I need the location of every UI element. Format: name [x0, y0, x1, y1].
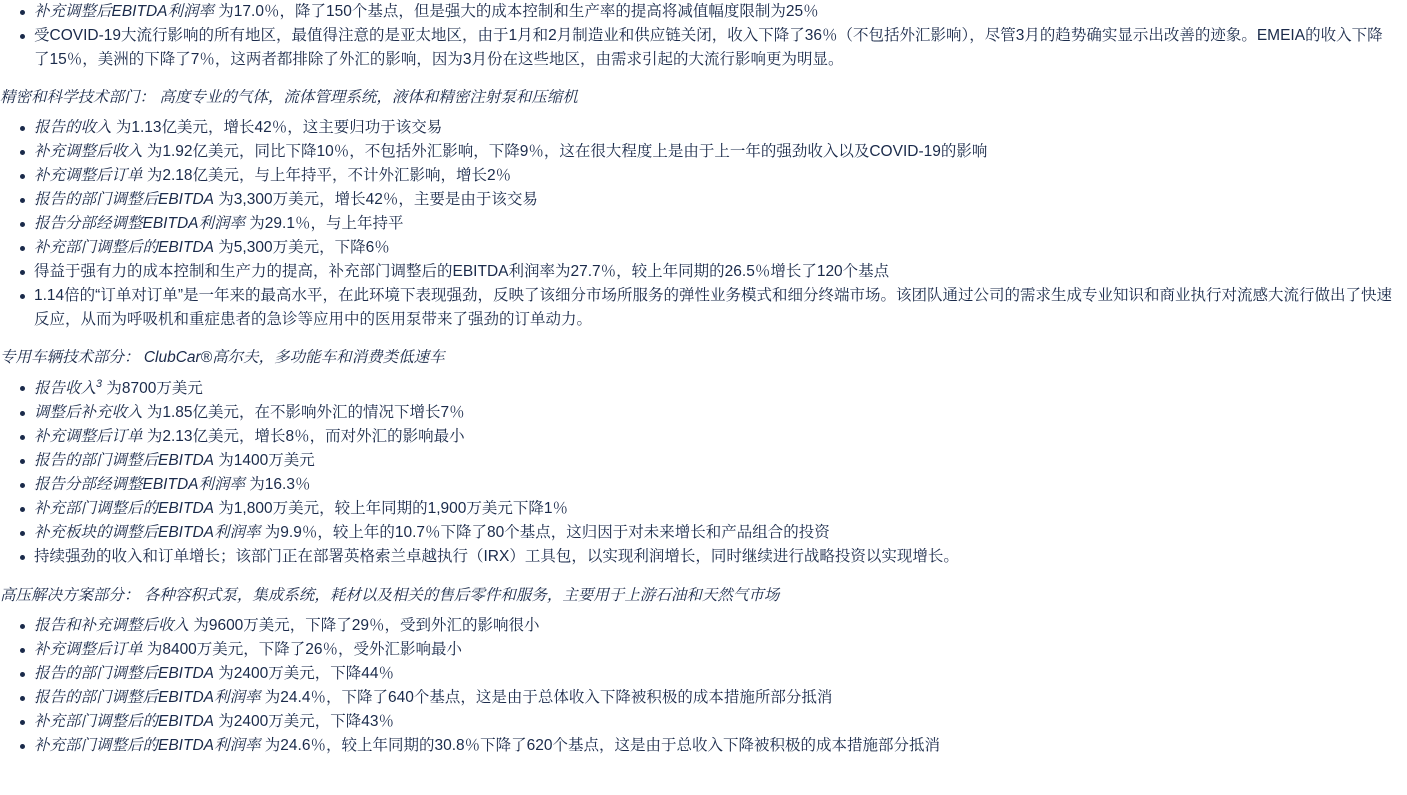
bullet-italic-lead: 补充调整后EBITDA利润率: [34, 3, 214, 20]
bullet-italic-lead: 报告分部经调整EBITDA利润率: [34, 476, 245, 494]
list-item: [0, 734, 1397, 758]
section-heading: [0, 86, 1397, 110]
bullet-italic-lead: 补充调整后订单: [34, 428, 143, 446]
list-item: [0, 521, 1397, 545]
intro-bullet-list: [0, 0, 1397, 72]
bullet-text: 1.14倍的“订单对订单”是一年来的最高水平，在此环境下表现强劲，反映了该细分市场所服务的弹性业务模式和细分终端市场。该团队通过公司的需求生成专业知识和商业执行对流感大流行做出了快速反应，从而为呼吸机和重症患者的急诊等应用中的医用泵带来了强劲的订单动力。: [34, 287, 1392, 329]
list-item: [0, 401, 1397, 425]
bullet-italic-lead: 补充板块的调整后EBITDA利润率: [34, 524, 261, 542]
list-item: [0, 116, 1397, 140]
list-item: [0, 545, 1397, 569]
bullet-text: 受COVID-19大流行影响的所有地区，最值得注意的是亚太地区，由于1月和2月制造业和供应链关闭，收入下降了36％（不包括外汇影响），尽管3月的趋势确实显示出改善的迹象。EMEIA的收入下降了15％，美洲的下降了7％，这两者都排除了外汇的影响，因为3月份在这些地区，由需求引起的大流行影响更为明显。: [34, 27, 1383, 69]
bullet-italic-lead: 报告的部门调整后EBITDA: [34, 191, 214, 209]
bullet-text: 为9.9％，较上年的10.7％下降了80个基点，这归因于对未来增长和产品组合的投资: [260, 524, 830, 542]
list-item: [0, 425, 1397, 449]
bullet-italic-lead: 报告的部门调整后EBITDA利润率: [34, 688, 261, 706]
list-item: [0, 284, 1397, 332]
bullet-text: 为16.3％: [244, 476, 311, 494]
bullet-text: 为2400万美元，下降44％: [213, 664, 395, 682]
section-bullet-list: [0, 614, 1397, 758]
bullet-italic-lead: 报告的部门调整后EBITDA: [34, 664, 214, 682]
list-item: [0, 614, 1397, 638]
bullet-text: 为9600万美元，下降了29％，受到外汇的影响很小: [189, 616, 540, 634]
section-specialty-vehicle: [0, 346, 1397, 569]
bullet-italic-lead: 补充调整后收入: [34, 143, 143, 161]
section-bullet-list: [0, 116, 1397, 332]
bullet-italic-lead: 报告的部门调整后EBITDA: [34, 452, 214, 470]
bullet-italic-lead: 报告分部经调整EBITDA利润率: [34, 215, 245, 233]
section-heading: [0, 584, 1397, 608]
section-heading-desc: 高度专业的气体，流体管理系统，液体和精密注射泵和压缩机: [155, 89, 578, 107]
bullet-text: 为1.85亿美元，在不影响外汇的情况下增长7％: [142, 404, 465, 422]
section-heading: [0, 346, 1397, 370]
bullet-italic-lead: 报告的收入: [34, 119, 112, 137]
list-item: [0, 236, 1397, 260]
list-item: [0, 662, 1397, 686]
bullet-text: 为29.1％，与上年持平: [244, 215, 404, 233]
bullet-italic-lead: 补充调整后订单: [34, 640, 143, 658]
bullet-text: 为2.18亿美元，与上年持平，不计外汇影响，增长2％: [142, 167, 512, 185]
bullet-text: 为2.13亿美元，增长8％，而对外汇的影响最小: [142, 428, 465, 446]
list-item: [0, 686, 1397, 710]
bullet-text: 为8400万美元，下降了26％，受外汇影响最小: [142, 640, 463, 658]
list-item: [0, 710, 1397, 734]
footnote-marker: 3: [96, 378, 103, 391]
bullet-text: 为1.92亿美元，同比下降10％，不包括外汇影响，下降9％，这在很大程度上是由于上一年的强劲收入以及COVID-19的影响: [142, 143, 988, 161]
bullet-text: 为2400万美元，下降43％: [213, 712, 395, 730]
bullet-italic-lead: 调整后补充收入: [34, 404, 143, 422]
bullet-italic-lead: 补充部门调整后的EBITDA: [34, 500, 214, 518]
bullet-italic-lead: 报告收入: [34, 380, 97, 398]
list-item: [0, 473, 1397, 497]
list-item: [0, 140, 1397, 164]
bullet-text: 为24.6％，较上年同期的30.8％下降了620个基点，这是由于总收入下降被积极的成本措施部分抵消: [260, 736, 940, 754]
list-item: [0, 212, 1397, 236]
bullet-text: 为1,800万美元，较上年同期的1,900万美元下降1％: [213, 500, 568, 518]
bullet-text: 为8700万美元: [102, 380, 203, 398]
bullet-text: 持续强劲的收入和订单增长；该部门正在部署英格索兰卓越执行（IRX）工具包，以实现利润增长，同时继续进行战略投资以实现增长。: [34, 548, 959, 566]
section-bullet-list: [0, 376, 1397, 569]
bullet-text: 为1.13亿美元，增长42％，这主要归功于该交易: [111, 119, 443, 137]
section-precision-science: [0, 86, 1397, 332]
bullet-text: 为3,300万美元，增长42％，主要是由于该交易: [213, 191, 538, 209]
bullet-text: 为17.0％，降了150个基点，但是强大的成本控制和生产率的提高将减值幅度限制为25％: [213, 3, 819, 20]
list-item: [0, 449, 1397, 473]
bullet-italic-lead: 补充部门调整后的EBITDA利润率: [34, 736, 261, 754]
bullet-text: 为24.4％，下降了640个基点，这是由于总体收入下降被积极的成本措施所部分抵消: [260, 688, 833, 706]
section-high-pressure-solutions: [0, 584, 1397, 758]
bullet-italic-lead: 补充部门调整后的EBITDA: [34, 239, 214, 257]
list-item: [0, 164, 1397, 188]
list-item: [0, 638, 1397, 662]
bullet-italic-lead: 报告和补充调整后收入: [34, 616, 190, 634]
list-item: [0, 260, 1397, 284]
bullet-text: 为5,300万美元，下降6％: [213, 239, 390, 257]
list-item: [0, 188, 1397, 212]
bullet-text: 为1400万美元: [213, 452, 315, 470]
bullet-italic-lead: 补充调整后订单: [34, 167, 143, 185]
section-heading-label: 高压解决方案部分：: [0, 586, 140, 604]
list-item: [0, 0, 1397, 24]
section-heading-desc: ClubCar®高尔夫，多功能车和消费类低速车: [139, 349, 445, 367]
section-heading-desc: 各种容积式泵，集成系统，耗材以及相关的售后零件和服务，主要用于上游石油和天然气市场: [139, 586, 780, 604]
section-heading-label: 精密和科学技术部门：: [0, 89, 156, 107]
bullet-text: 得益于强有力的成本控制和生产力的提高，补充部门调整后的EBITDA利润率为27.7％，较上年同期的26.5％增长了120个基点: [34, 263, 890, 281]
list-item: [0, 376, 1397, 401]
list-item: [0, 24, 1397, 72]
section-heading-label: 专用车辆技术部分：: [0, 349, 140, 367]
list-item: [0, 497, 1397, 521]
bullet-italic-lead: 补充部门调整后的EBITDA: [34, 712, 214, 730]
